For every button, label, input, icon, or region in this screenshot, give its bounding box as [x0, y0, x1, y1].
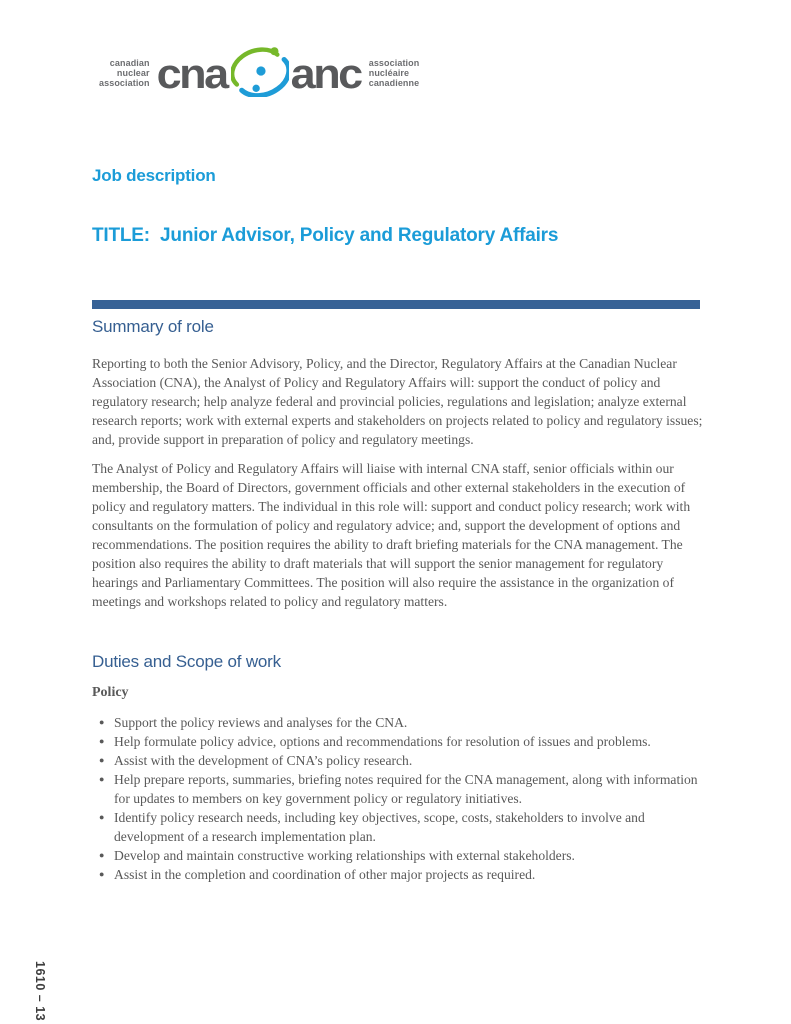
policy-subheading: Policy	[92, 685, 129, 700]
list-item-text: Identify policy research needs, including key objectives, scope, costs, stakeholders to involve and development of a research implementation plan.	[114, 810, 645, 844]
logo-french-line: association	[368, 58, 420, 68]
bullet-icon: ●	[99, 717, 105, 727]
list-item	[92, 732, 703, 751]
logo-french-line: nucléaire	[368, 68, 410, 78]
list-item	[92, 865, 703, 884]
summary-paragraph: Reporting to both the Senior Advisory, Policy, and the Director, Regulatory Affairs at the Canadian Nuclear Association (CNA), the Analyst of Policy and Regulatory Affairs will: support the conduct of policy and regulatory research; help analyze federal and provincial policies, regulations and legislation; analyze external research reports; work with external experts and stakeholders on projects related to policy and regulatory issues; and, provide support in preparation of policy and regulatory meetings.	[92, 356, 703, 447]
list-item-text: Assist in the completion and coordination of other major projects as required.	[114, 867, 536, 882]
list-item-text: Support the policy reviews and analyses for the CNA.	[114, 715, 408, 730]
list-item-text: Develop and maintain constructive working relationships with external stakeholders.	[114, 848, 575, 863]
document-body	[92, 0, 703, 884]
logo-english-line: association	[99, 78, 150, 88]
summary-heading: Summary of role	[92, 317, 214, 336]
section-divider-bar	[92, 300, 700, 309]
anc-wordmark: anc	[290, 49, 361, 97]
bullet-icon: ●	[99, 736, 105, 746]
logo-french-line: canadienne	[368, 78, 420, 88]
policy-duties-list	[92, 713, 703, 884]
bullet-icon: ●	[99, 850, 105, 860]
list-item	[92, 808, 703, 846]
doc-type-heading: Job description	[92, 166, 216, 185]
list-item-text: Assist with the development of CNA’s policy research.	[114, 753, 413, 768]
list-item	[92, 751, 703, 770]
list-item-text: Help prepare reports, summaries, briefing notes required for the CNA management, along with information for updates to members on key government policy or regulatory initiatives.	[114, 772, 698, 806]
list-item	[92, 846, 703, 865]
cna-wordmark: cna	[156, 49, 227, 97]
bullet-icon: ●	[99, 774, 105, 784]
bullet-icon: ●	[99, 869, 105, 879]
job-title-heading: TITLE: Junior Advisor, Policy and Regulatory Affairs	[92, 225, 559, 246]
duties-heading: Duties and Scope of work	[92, 652, 281, 671]
list-item	[92, 770, 703, 808]
list-item	[92, 713, 703, 732]
bullet-icon: ●	[99, 812, 105, 822]
vertical-address-text: 1610 – 13	[33, 961, 47, 1022]
bullet-icon: ●	[99, 755, 105, 765]
list-item-text: Help formulate policy advice, options and recommendations for resolution of issues and problems.	[114, 734, 651, 749]
summary-paragraph: The Analyst of Policy and Regulatory Affairs will liaise with internal CNA staff, senior officials within our membership, the Board of Directors, government officials and other external stakeholders in the execution of policy and regulatory matters. The individual in this role will: support and conduct policy research; work with consultants on the formulation of policy and regulatory advice; and, support the development of options and recommendations. The position requires the ability to draft briefing materials for the CNA management. The position also requires the ability to draft materials that will support the senior management for regulatory hearings and Parliamentary Committees. The position will also require the assistance in the organization of meetings and workshops related to policy and regulatory matters.	[92, 461, 691, 609]
logo-english-line: canadian	[109, 58, 150, 68]
logo-english-line: nuclear	[116, 68, 150, 78]
